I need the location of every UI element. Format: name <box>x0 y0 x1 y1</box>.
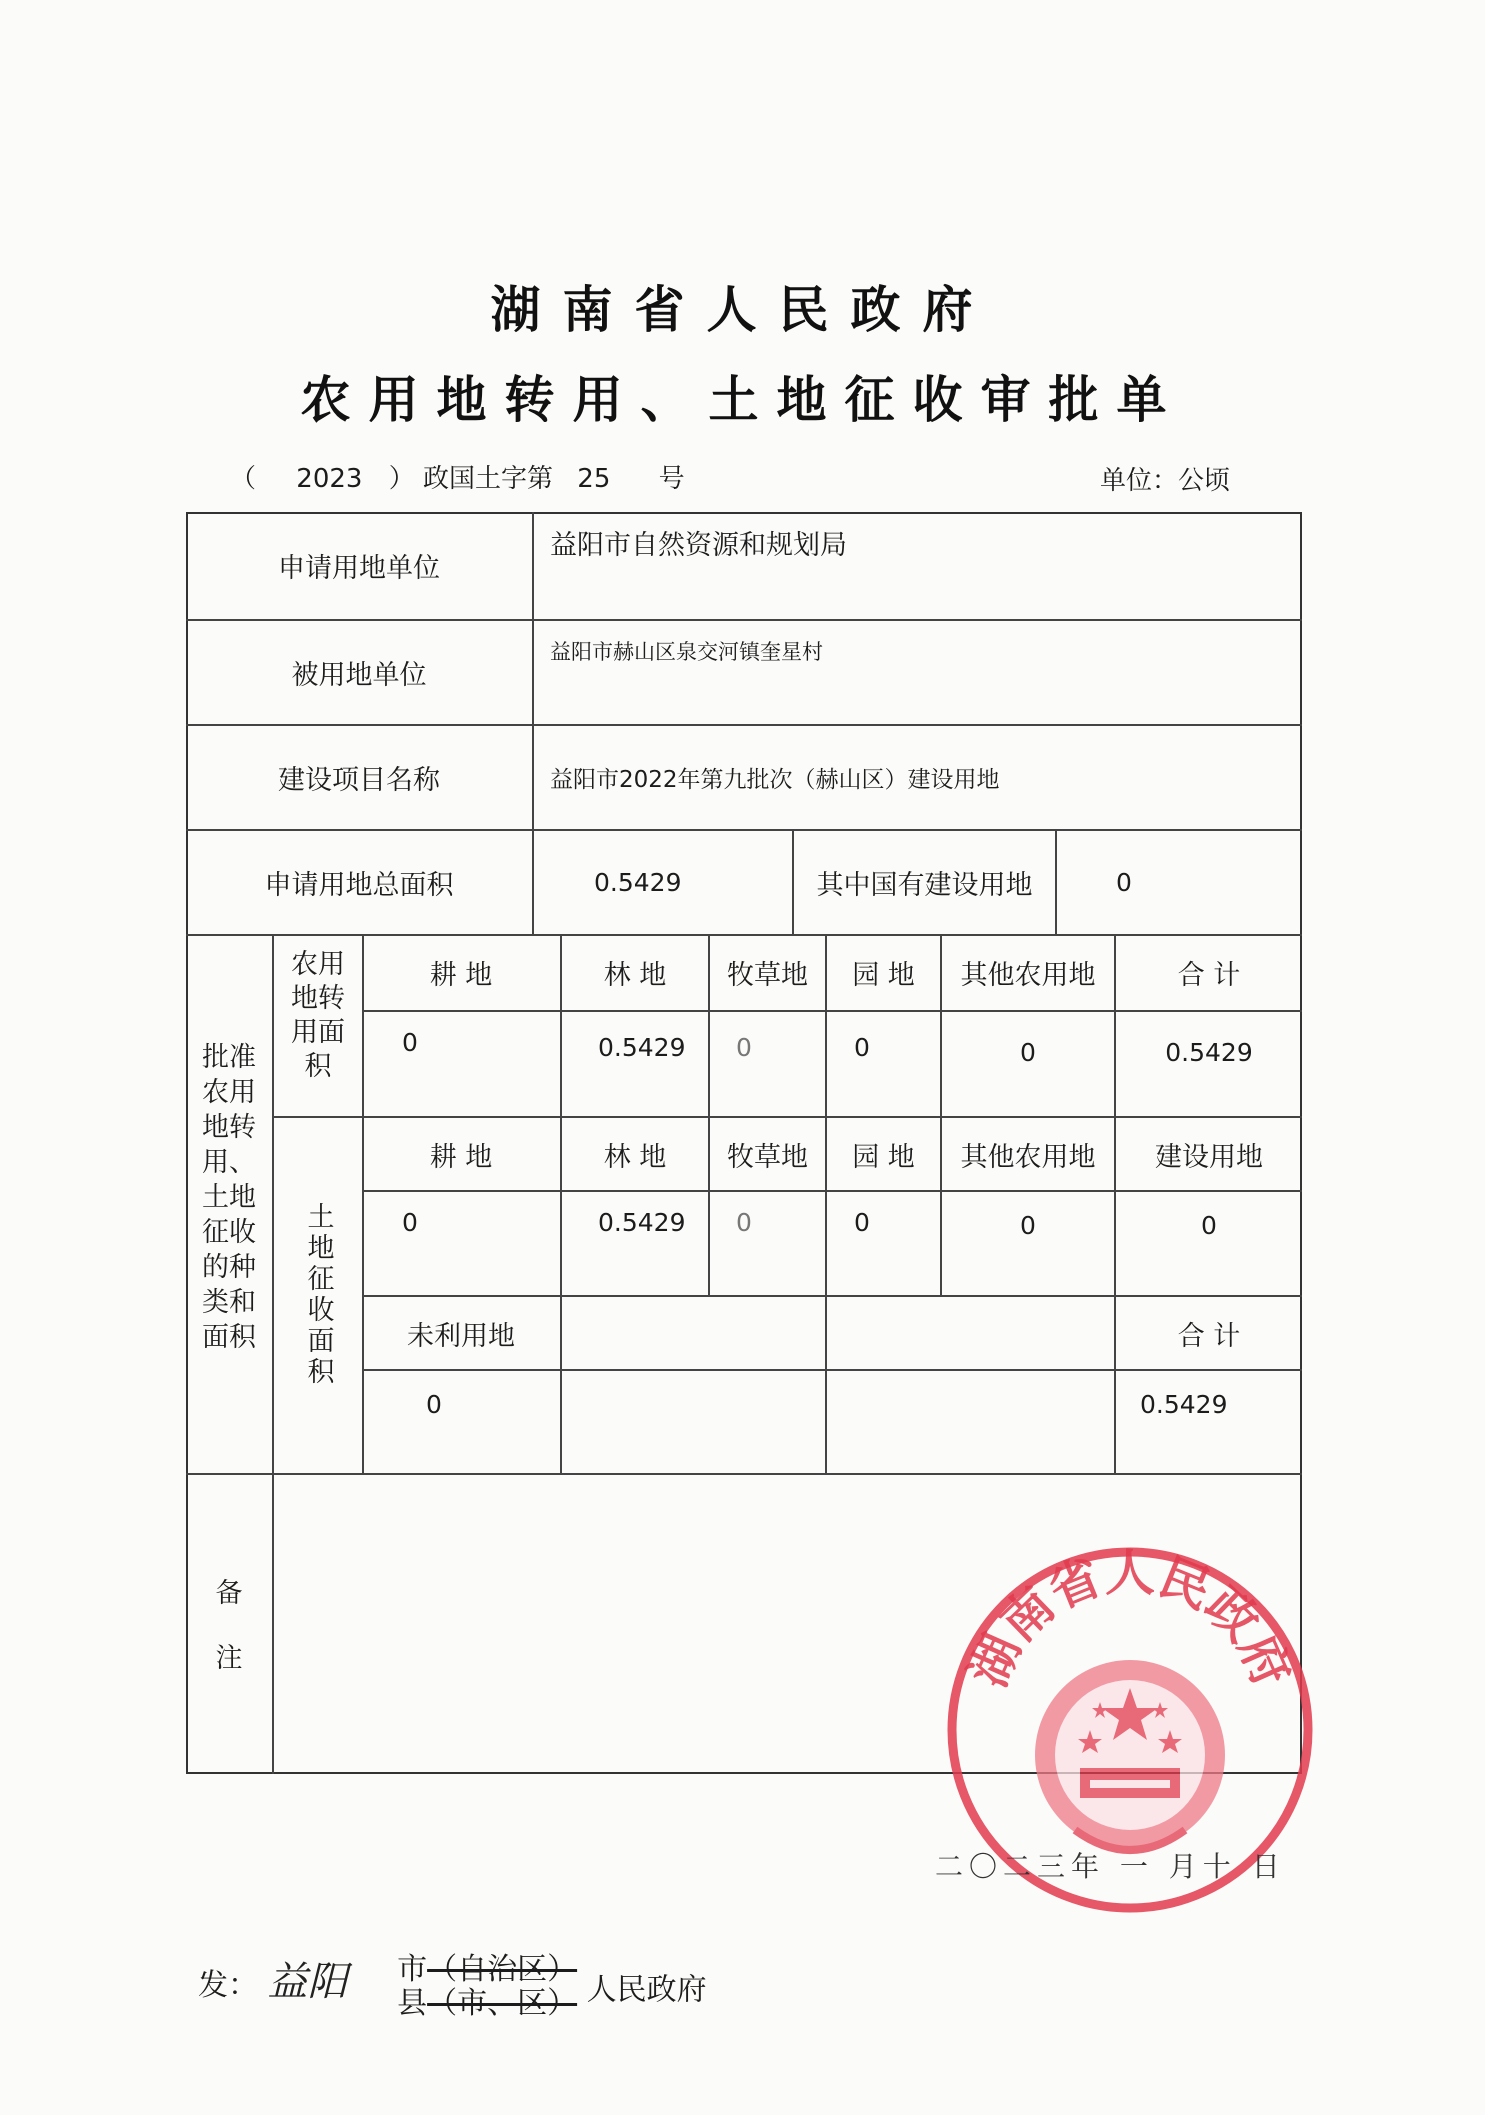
exp-value-other: 0 <box>1020 1210 1036 1240</box>
state-land-value: 0 <box>1116 868 1132 897</box>
exp-value-construction: 0 <box>1201 1210 1217 1240</box>
exp-header-garden: 园 地 <box>852 1141 915 1173</box>
land-unit-value: 益阳市赫山区泉交河镇奎星村 <box>550 640 823 664</box>
seal-text: 湖南省人民政府 <box>958 1544 1302 1696</box>
issue-line: 发： 益阳 市（自治区） 县（市、区） 人民政府 <box>198 1951 707 2021</box>
conv-value-grassland: 0 <box>736 1032 752 1062</box>
exp-header-construction: 建设用地 <box>1155 1141 1263 1173</box>
exp-header-cultivated: 耕 地 <box>429 1141 493 1173</box>
document-year: 2023 <box>296 464 363 494</box>
total-area-value: 0.5429 <box>594 868 682 897</box>
state-land-label: 其中国有建设用地 <box>816 870 1033 901</box>
approval-date: 二〇二三年 一 月十 日 <box>935 1850 1286 1883</box>
national-emblem-icon <box>1035 1660 1225 1850</box>
conv-header-garden: 园 地 <box>852 959 915 991</box>
remarks-label-1: 备 <box>215 1577 243 1609</box>
conv-value-forest: 0.5429 <box>598 1032 686 1062</box>
document-subtitle: 农用地转用、土地征收审批单 <box>300 370 1185 429</box>
land-unit-label: 被用地单位 <box>291 660 427 691</box>
conversion-label: 农用地转用面积 <box>291 949 345 1082</box>
conv-header-forest: 林 地 <box>603 959 667 991</box>
exp-header-other: 其他农用地 <box>960 1141 1096 1173</box>
document-title: 湖南省人民政府 <box>490 280 995 339</box>
project-value: 益阳市2022年第九批次（赫山区）建设用地 <box>550 767 1000 793</box>
conv-value-total: 0.5429 <box>1165 1037 1253 1067</box>
conv-header-grassland: 牧草地 <box>727 959 808 991</box>
struck-option-autonomous: （自治区） <box>427 1951 578 1987</box>
unit-label: 单位：公顷 <box>1100 466 1231 496</box>
applicant-label: 申请用地单位 <box>278 553 440 584</box>
handwritten-signature: 益阳 <box>267 1959 348 2005</box>
expropriation-label: 土地征收面积 <box>302 1201 334 1388</box>
unused-land-label: 未利用地 <box>407 1320 515 1352</box>
total-area-label: 申请用地总面积 <box>264 870 454 901</box>
document-number: （ 2023 ） 政国土字第 25 号 <box>230 464 685 494</box>
remarks-label-2: 注 <box>215 1642 243 1674</box>
exp-total-value: 0.5429 <box>1140 1389 1228 1419</box>
conv-value-other: 0 <box>1020 1037 1036 1067</box>
document-serial: 25 <box>577 464 611 494</box>
section-label: 批准农用地转用、土地征收的种类和面积 <box>202 1042 256 1353</box>
conv-header-total: 合 计 <box>1177 959 1241 991</box>
conv-header-cultivated: 耕 地 <box>429 959 493 991</box>
exp-value-cultivated: 0 <box>402 1207 418 1237</box>
struck-option-city: （市、区） <box>427 1985 578 2021</box>
exp-header-forest: 林 地 <box>603 1141 667 1173</box>
exp-value-grassland: 0 <box>736 1207 752 1237</box>
conv-header-other: 其他农用地 <box>960 959 1096 991</box>
exp-header-grassland: 牧草地 <box>727 1141 808 1173</box>
exp-value-garden: 0 <box>854 1207 870 1237</box>
exp-value-forest: 0.5429 <box>598 1207 686 1237</box>
conv-value-cultivated: 0 <box>402 1027 418 1057</box>
unused-land-value: 0 <box>426 1389 442 1419</box>
applicant-value: 益阳市自然资源和规划局 <box>550 529 847 561</box>
exp-total-label: 合 计 <box>1177 1320 1241 1352</box>
project-label: 建设项目名称 <box>278 765 440 796</box>
conv-value-garden: 0 <box>854 1032 870 1062</box>
